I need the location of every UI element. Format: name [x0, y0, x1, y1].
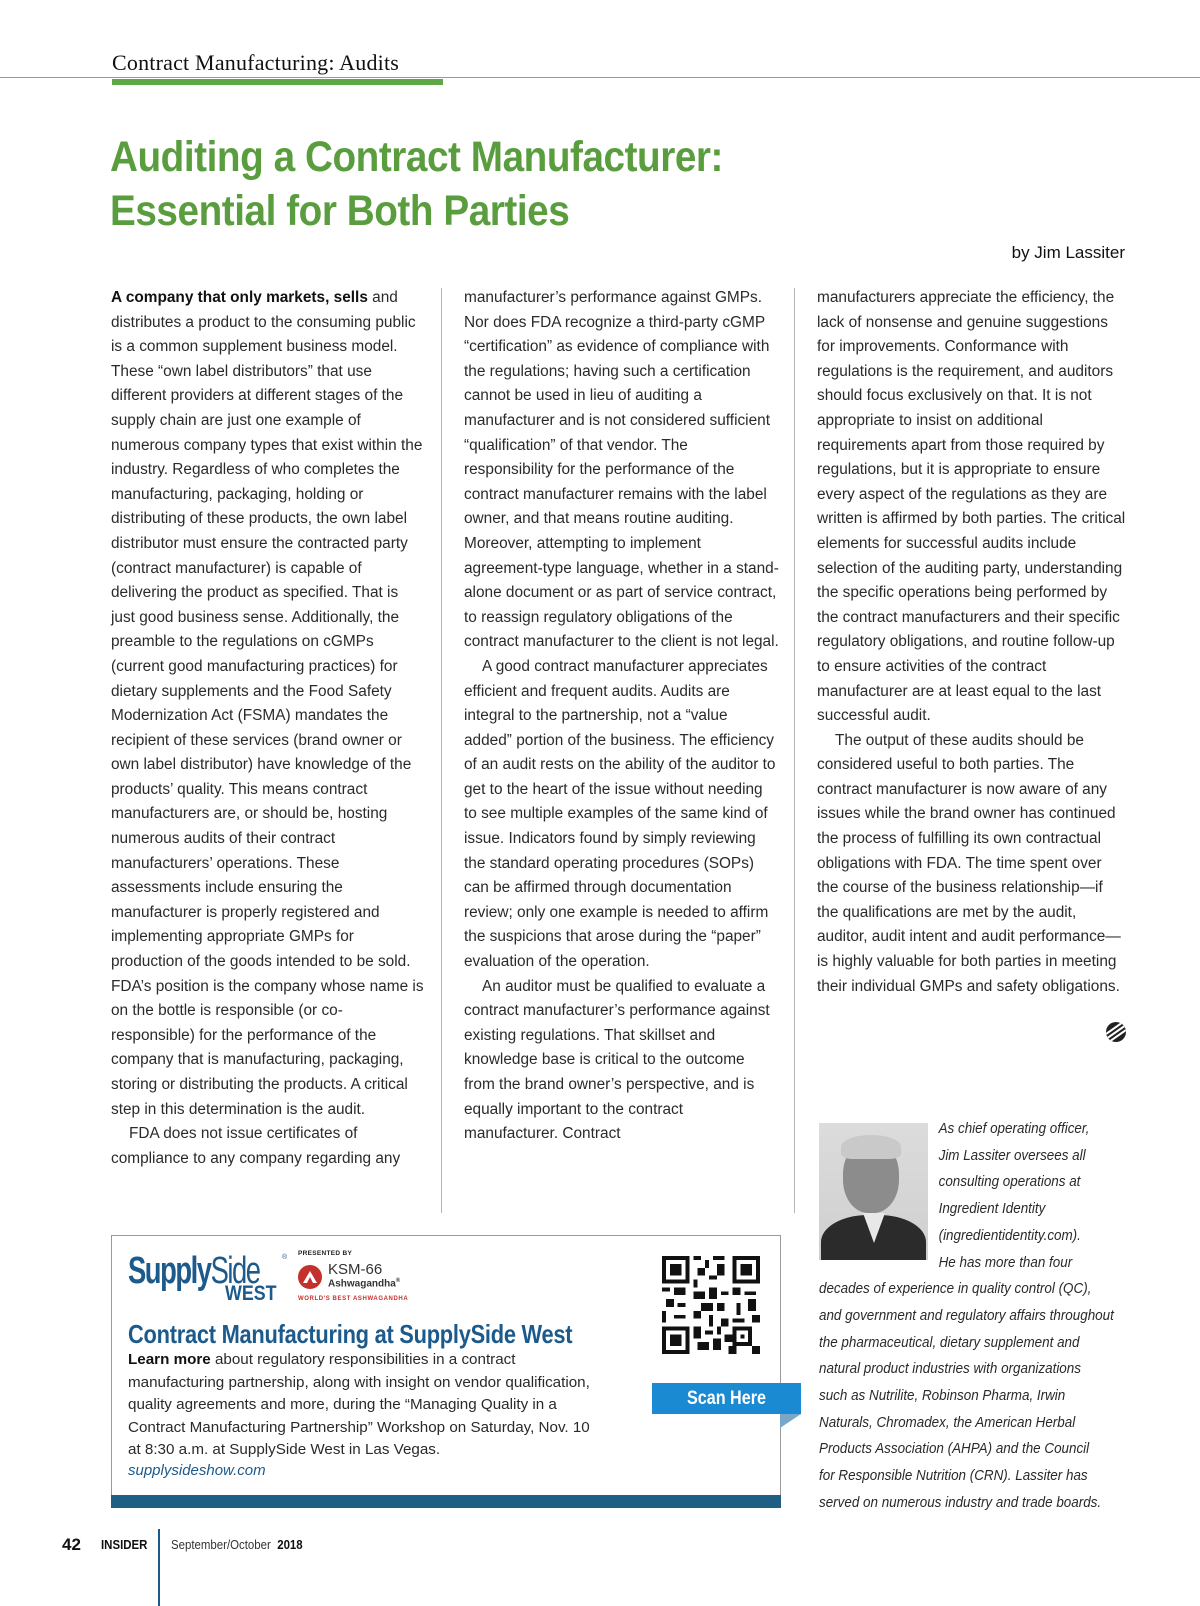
article-column-2	[464, 286, 779, 1147]
issue-year: 2018	[277, 1537, 303, 1552]
page-number: 42	[62, 1535, 81, 1554]
promo-line: quality agreements and more, during the “Managing Quality in a	[128, 1396, 557, 1414]
promo-line: Contract Manufacturing Partnership” Workshop on Saturday, Nov. 10	[128, 1418, 590, 1436]
bio-line: (ingredientidentity.com).	[938, 1227, 1081, 1244]
article-paragraph: The output of these audits should be considered useful to both parties. The contract manufacturer is now aware of any issues while the brand owner has continued the process of fulfilling its own contractual obligations with FDA. The time spent over the course of the business relationship—if the qualifications are met by the audit, auditor, audit intent and audit performance—is highly valuable for both parties in meeting their individual GMPs and safety obligations.	[817, 731, 1121, 995]
sponsor-subtitle: Ashwagandha	[328, 1278, 396, 1290]
supplyside-west-logo	[128, 1252, 288, 1306]
byline: by Jim Lassiter	[1011, 243, 1125, 262]
end-of-article-icon	[1106, 1022, 1126, 1042]
sponsor-tagline: WORLD'S BEST ASHWAGANDHA	[298, 1296, 409, 1302]
lead-in: A company that only markets, sells	[111, 289, 368, 306]
promo-bottom-bar	[111, 1495, 781, 1508]
author-bio	[819, 1116, 1131, 1517]
article-title	[110, 130, 920, 238]
article-title-line: Essential for Both Parties	[110, 187, 570, 235]
magazine-name: INSIDER	[101, 1537, 148, 1552]
logo-west: WEST	[225, 1282, 277, 1305]
article-paragraph: manufacturers appreciate the efficiency, the lack of nonsense and genuine suggestions for improvements. Conformance with regulations is the requirement, and auditors should focus exclusively on that. It is not appropriate to insist on additional requirements apart from those required by regulations, but it is appropriate to ensure every aspect of the regulations as they are written is affirmed by both parties. The critical elements for successful audits include selection of the auditing party, understanding the specific operations being performed by the contract manufacturers and their specific regulatory obligations, and routine follow-up to ensure activities of the contract manufacturer are at least equal to the last successful audit.	[817, 289, 1126, 725]
issue-months: September/October	[171, 1537, 271, 1552]
bio-line: Products Association (AHPA) and the Council	[819, 1441, 1090, 1458]
paragraph-text: and distributes a product to the consuming public is a common supplement business model. These “own label distributors” that use different providers at different stages of the supply chain are just one example of numerous company types that exist within the industry. Regardless of who completes the manufacturing, packaging, holding or distributing of these products, the own label distributor must ensure the contracted party (contract manufacturer) is capable of delivering the product as specified. That is just good business sense. Additionally, the preamble to the regulations on cGMPs (current good manufacturing practices) for dietary supplements and the Food Safety Modernization Act (FSMA) mandates the recipient of these services (brand owner or own label distributor) have knowledge of the products’ quality. This means contract manufacturers are, or should be, hosting numerous audits of their contract manufacturers’ operations. These assessments include ensuring the manufacturer is properly registered and implementing appropriate GMPs for production of the goods intended to be sold. FDA’s position is the company whose name is on the bottle is responsible (or co-responsible) for the performance of the company that is manufacturing, packaging, storing or distributing the products. A critical step in this determination is the audit.	[111, 289, 424, 1118]
sponsor-name: KSM-66	[328, 1261, 383, 1278]
qr-code-icon[interactable]	[662, 1256, 760, 1354]
logo-supply: Supply	[128, 1250, 211, 1292]
bio-line: He has more than four	[938, 1254, 1073, 1271]
column-divider	[441, 288, 442, 1213]
page-footer	[0, 1535, 1200, 1606]
column-divider	[794, 288, 795, 1213]
bio-line: Jim Lassiter oversees all	[938, 1147, 1086, 1164]
issue-date	[171, 1537, 303, 1552]
learn-more-label: Learn more	[128, 1351, 211, 1368]
article-paragraph: An auditor must be qualified to evaluate a contract manufacturer’s performance against existing regulations. That skillset and knowledge base is critical to the outcome from the brand owner’s perspective, and is equally important to the contract manufacturer. Contract	[464, 977, 770, 1143]
article-title-line: Auditing a Contract Manufacturer:	[110, 133, 723, 181]
bio-line: natural product industries with organizations	[819, 1361, 1081, 1378]
presented-by-label: PRESENTED BY	[298, 1250, 353, 1257]
supplyside-promo-box	[111, 1235, 781, 1507]
bio-line: Naturals, Chromadex, the American Herbal	[819, 1414, 1076, 1431]
section-label: Contract Manufacturing: Audits	[112, 50, 400, 75]
scan-here-button[interactable]	[652, 1383, 801, 1414]
logo-registered-mark: ®	[282, 1254, 288, 1261]
bio-line: decades of experience in quality control (QC),	[819, 1281, 1092, 1298]
article-paragraph: A good contract manufacturer appreciates efficient and frequent audits. Audits are integral to the partnership, not a “value added” portion of the business. The efficiency of an audit rests on the ability of the auditor to get to the heart of the issue without needing to see multiple examples of the same kind of issue. Indicators found by simply reviewing the standard operating procedures (SOPs) can be affirmed through documentation review; only one example is needed to affirm the suspicions that arose during the “paper” evaluation of the operation.	[464, 657, 776, 971]
bio-line: and government and regulatory affairs throughout	[819, 1307, 1114, 1324]
bio-line: consulting operations at	[938, 1174, 1081, 1191]
footer-divider	[158, 1529, 160, 1606]
header-rule	[0, 77, 1200, 78]
promo-line: manufacturing partnership, along with insight on vendor qualification,	[128, 1373, 590, 1391]
scan-here-label: Scan Here	[686, 1388, 766, 1409]
article-paragraph: manufacturer’s performance against GMPs. Nor does FDA recognize a third-party cGMP “certification” as evidence of compliance with the regulations; having such a certification cannot be used in lieu of auditing a manufacturer and is not considered sufficient “qualification” of that vendor. The responsibility for the performance of the contract manufacturer remains with the label owner, and that means routine auditing. Moreover, attempting to implement agreement-type language, whether in a stand-alone document or as part of service contract, to reassign regulatory obligations of the contract manufacturer to the client is not legal.	[464, 289, 779, 651]
promo-title: Contract Manufacturing at SupplySide West	[128, 1319, 573, 1349]
bio-line: the pharmaceutical, dietary supplement and	[819, 1334, 1080, 1351]
promo-line: at 8:30 a.m. at SupplySide West in Las Vegas.	[128, 1441, 441, 1459]
bio-line: for Responsible Nutrition (CRN). Lassiter has	[819, 1468, 1088, 1485]
ksm66-logo-icon	[298, 1265, 322, 1289]
bio-line: Ingredient Identity	[938, 1201, 1046, 1218]
bio-line: served on numerous industry and trade boards.	[819, 1494, 1102, 1511]
promo-body	[128, 1349, 628, 1462]
supplyside-link[interactable]: supplysideshow.com	[128, 1462, 266, 1479]
logo-side: Side	[210, 1250, 260, 1292]
article-column-1	[111, 286, 426, 1171]
promo-line: about regulatory responsibilities in a contract	[210, 1351, 516, 1368]
sponsor-registered-mark: ®	[395, 1278, 401, 1284]
bio-line: As chief operating officer,	[938, 1121, 1090, 1137]
scan-arrow-icon	[780, 1414, 801, 1428]
article-paragraph	[111, 286, 426, 1122]
article-paragraph: FDA does not issue certificates of compliance to any company regarding any	[111, 1125, 401, 1167]
bio-line: such as Nutrilite, Robinson Pharma, Irwin	[819, 1388, 1066, 1405]
article-column-3	[817, 286, 1127, 999]
section-accent-bar	[112, 79, 443, 85]
